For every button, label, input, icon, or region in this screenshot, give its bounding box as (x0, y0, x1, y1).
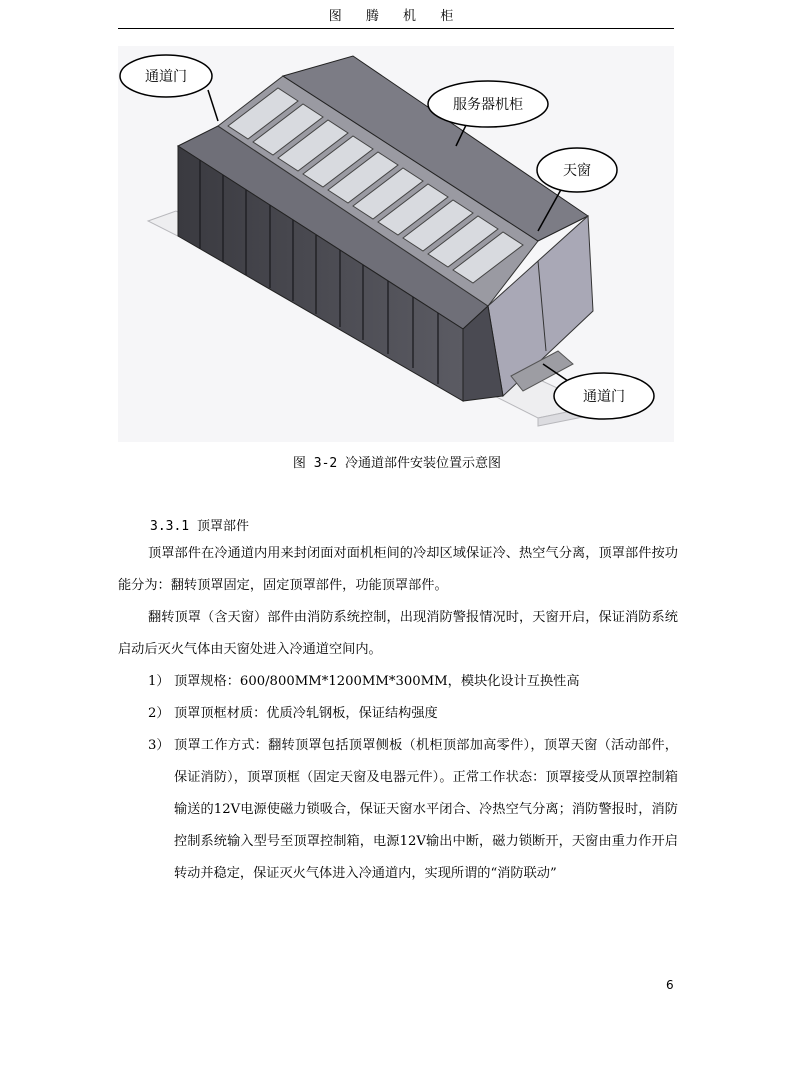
list-item-number: 3） (148, 738, 170, 753)
callout-server-cabinet-text: 服务器机柜 (453, 97, 523, 113)
paragraph-1: 顶罩部件在冷通道内用来封闭面对面机柜间的冷却区域保证冷、热空气分离，顶罩部件按功能分为：翻转顶罩固定，固定顶罩部件，功能顶罩部件。 (118, 546, 678, 593)
list-item-3 (148, 730, 678, 890)
page-number: 6 (666, 978, 674, 992)
list-item-text: 顶罩顶框材质：优质冷轧钢板，保证结构强度 (174, 706, 438, 721)
callout-door-left-text: 通道门 (145, 69, 187, 85)
cold-aisle-figure (118, 46, 674, 442)
list-item-number: 1） (148, 674, 170, 689)
running-header: 图 腾 机 柜 (118, 6, 674, 29)
list-item-1 (148, 666, 678, 698)
paragraph-2: 翻转顶罩（含天窗）部件由消防系统控制，出现消防警报情况时，天窗开启，保证消防系统启动后灭火气体由天窗处进入冷通道空间内。 (118, 610, 678, 657)
figure-caption: 图 3-2 冷通道部件安装位置示意图 (292, 456, 502, 471)
callout-skylight-text: 天窗 (563, 163, 591, 179)
list-item-text: 顶罩规格：600/800MM*1200MM*300MM，模块化设计互换性高 (174, 674, 580, 689)
list-item-2 (148, 698, 678, 730)
list-item-number: 2） (148, 706, 170, 721)
section-heading: 3.3.1 顶罩部件 (150, 519, 249, 534)
list-item-text: 顶罩工作方式：翻转顶罩包括顶罩侧板（机柜顶部加高零件），顶罩天窗（活动部件，保证消防），顶罩顶框（固定天窗及电器元件）。正常工作状态：顶罩接受从顶罩控制箱输送的12V电源使磁力锁吸合，保证天窗水平闭合、冷热空气分离；消防警报时，消防控制系统输入型号至顶罩控制箱，电源12V输出中断，磁力锁断开，天窗由重力作开启转动并稳定，保证灭火气体进入冷通道内，实现所谓的“消防联动” (174, 738, 678, 881)
cold-aisle-illustration (118, 46, 674, 442)
callout-door-right-text: 通道门 (583, 389, 625, 405)
